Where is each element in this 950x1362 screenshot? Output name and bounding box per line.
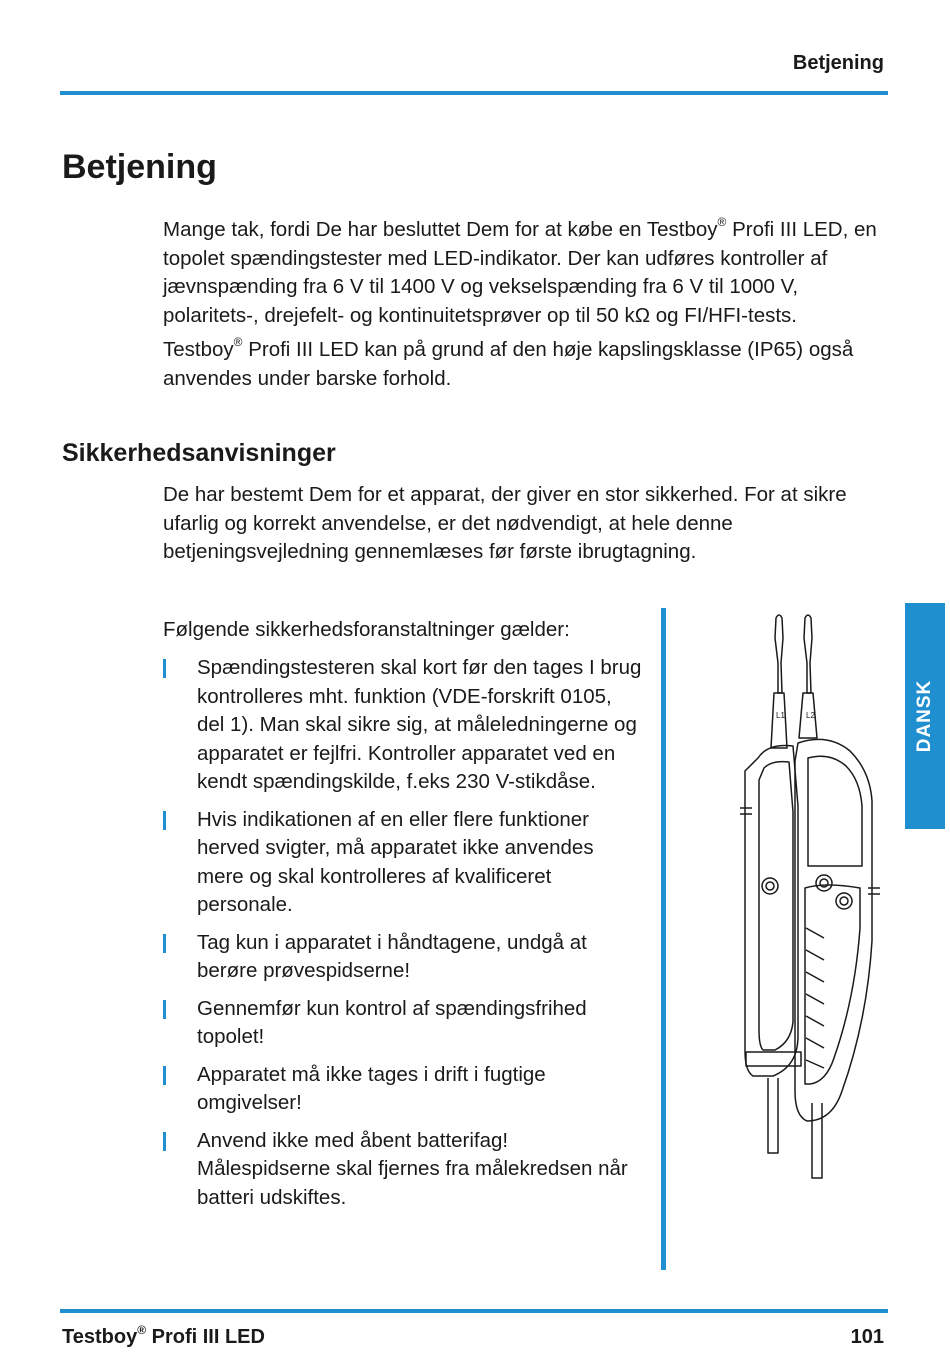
page-title: Betjening (62, 148, 217, 186)
list-item: Tag kun i apparatet i håndtagene, undgå at berøre prøvespidserne! (163, 929, 643, 986)
bullet-bar-icon (163, 1066, 166, 1085)
language-tab (905, 603, 945, 829)
list-item: Spændingstesteren skal kort før den tages I brug kontrolleres mht. funktion (VDE-forskrift 0105, del 1). Man skal sikre sig, at måleledningerne og apparatet er fejlfri. Kontroller apparatet ved en kendt spændingskilde, f.eks 230 V-stikdåse. (163, 654, 643, 797)
list-item: Anvend ikke med åbent batterifag! Målespidserne skal fjernes fra målekredsen når batteri udskiftes. (163, 1127, 643, 1213)
section-title-safety: Sikkerhedsanvisninger (62, 439, 336, 467)
list-item: Hvis indikationen af en eller flere funktioner herved svigter, må apparatet ikke anvendes mere og skal kontrolleres af kvalificeret personale. (163, 806, 643, 920)
list-item: Gennemfør kun kontrol af spændingsfrihed topolet! (163, 995, 643, 1052)
bullet-bar-icon (163, 811, 166, 830)
language-tab-label: DANSK (914, 679, 935, 753)
safety-list (163, 654, 643, 1221)
intro-text (163, 216, 898, 399)
display-window (808, 756, 862, 866)
probe-tip-l2 (804, 615, 812, 693)
column-divider (661, 608, 666, 1270)
intro-paragraph-2: Testboy® Profi III LED kan på grund af den høje kapslingsklasse (IP65) også anvendes under barske forhold. (163, 335, 854, 390)
footer-rule (60, 1309, 888, 1313)
bullet-bar-icon (163, 934, 166, 953)
label-l1: L1 (776, 711, 785, 720)
voltage-tester-illustration (700, 608, 900, 1188)
probe-tip-l1 (775, 615, 783, 693)
label-l2: L2 (806, 711, 815, 720)
page-number: 101 (850, 1326, 884, 1348)
bullet-bar-icon (163, 1132, 166, 1151)
intro-paragraph-1: Mange tak, fordi De har besluttet Dem for at købe en Testboy® Profi III LED, en topolet spændingstester med LED-indikator. Der kan udføres kontroller af jævnspænding fra 6 V til 1400 V og vekselspænding fra 6 V til 1000 V, polaritets-, drejefelt- og kontinuitetsprøver op til 50 kΩ og FI/HFI-tests. (163, 215, 877, 327)
list-item: Apparatet må ikke tages i drift i fugtige omgivelser! (163, 1061, 643, 1118)
header-rule (60, 91, 888, 95)
bullet-bar-icon (163, 659, 166, 678)
safety-intro-paragraph: De har bestemt Dem for et apparat, der giver en stor sikkerhed. For at sikre ufarlig og korrekt anvendelse, er det nødvendigt, at hele denne betjeningsvejledning gennemlæses før første ibrugtagning. (163, 483, 847, 563)
safety-list-intro: Følgende sikkerhedsforanstaltninger gælder: (163, 618, 570, 641)
handle-left (745, 746, 798, 1077)
running-header: Betjening (792, 52, 884, 74)
bullet-bar-icon (163, 1000, 166, 1019)
footer-product-name: Testboy® Profi III LED (62, 1323, 265, 1348)
